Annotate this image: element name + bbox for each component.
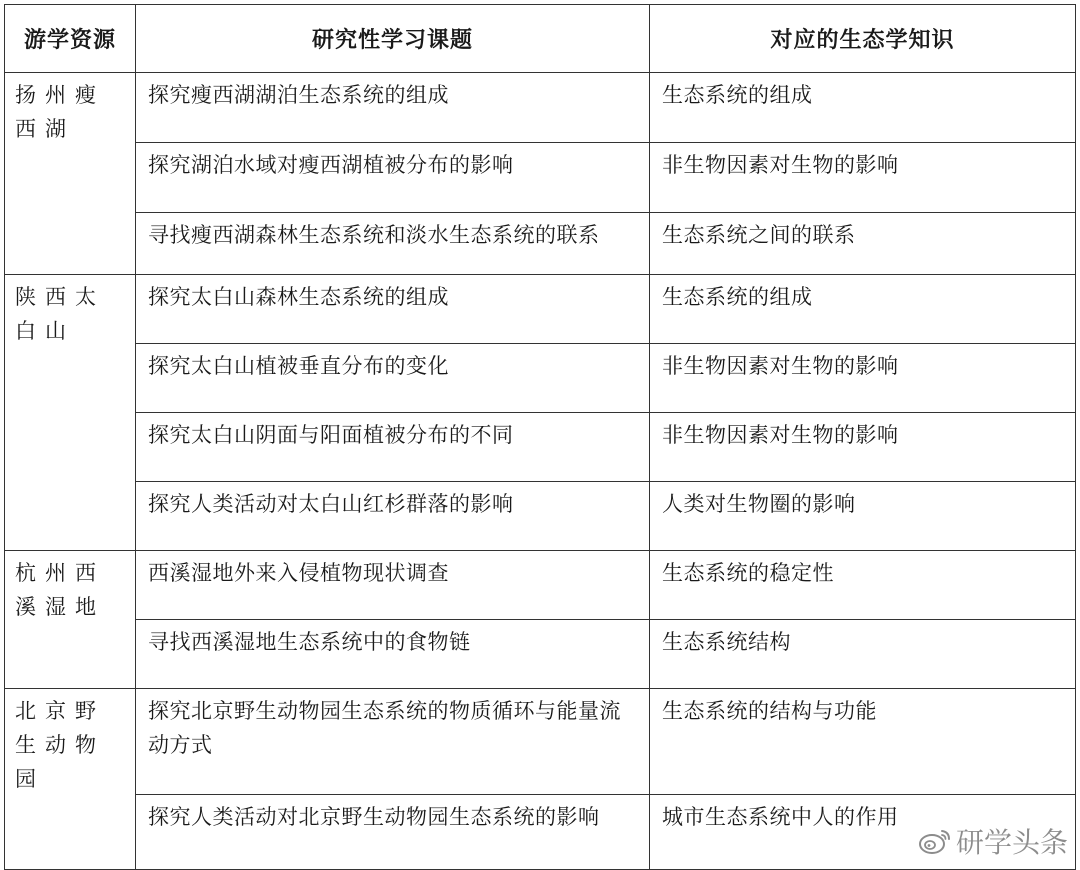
topic-text: 探究太白山森林生态系统的组成 xyxy=(148,285,449,309)
header-row xyxy=(5,5,1076,73)
table-row xyxy=(5,795,1076,870)
knowledge-text: 城市生态系统中人的作用 xyxy=(662,805,899,829)
knowledge-text: 生态系统之间的联系 xyxy=(662,223,856,247)
knowledge-text: 生态系统的结构与功能 xyxy=(662,699,877,723)
resource-cell xyxy=(5,73,136,275)
knowledge-text: 非生物因素对生物的影响 xyxy=(662,354,899,378)
knowledge-text: 生态系统的稳定性 xyxy=(662,561,834,585)
knowledge-cell xyxy=(650,143,1076,213)
header-topic: 研究性学习课题 xyxy=(136,5,650,73)
table-row xyxy=(5,213,1076,275)
watermark xyxy=(918,821,1068,861)
knowledge-text: 非生物因素对生物的影响 xyxy=(662,423,899,447)
resource-name: 北京野生动物园 xyxy=(15,699,105,791)
knowledge-cell xyxy=(650,620,1076,689)
topic-text: 寻找瘦西湖森林生态系统和淡水生态系统的联系 xyxy=(148,223,600,247)
knowledge-text: 人类对生物圈的影响 xyxy=(662,492,856,516)
topic-cell xyxy=(136,413,650,482)
resource-cell xyxy=(5,275,136,551)
table-row xyxy=(5,344,1076,413)
resource-name: 扬州瘦西湖 xyxy=(15,83,105,141)
knowledge-cell xyxy=(650,73,1076,143)
topic-text: 西溪湿地外来入侵植物现状调查 xyxy=(148,561,449,585)
knowledge-cell xyxy=(650,689,1076,795)
topic-cell xyxy=(136,213,650,275)
topic-cell xyxy=(136,551,650,620)
table-row xyxy=(5,413,1076,482)
ecology-study-table xyxy=(4,4,1076,870)
knowledge-text: 生态系统的组成 xyxy=(662,285,813,309)
table-row xyxy=(5,143,1076,213)
topic-cell xyxy=(136,689,650,795)
topic-text: 探究太白山植被垂直分布的变化 xyxy=(148,354,449,378)
topic-cell xyxy=(136,143,650,213)
table-row xyxy=(5,551,1076,620)
table-row xyxy=(5,620,1076,689)
topic-cell xyxy=(136,275,650,344)
topic-cell xyxy=(136,795,650,870)
topic-text: 探究人类活动对北京野生动物园生态系统的影响 xyxy=(148,805,600,829)
topic-text: 探究人类活动对太白山红杉群落的影响 xyxy=(148,492,514,516)
table-row xyxy=(5,689,1076,795)
header-resource: 游学资源 xyxy=(5,5,136,73)
knowledge-text: 生态系统的组成 xyxy=(662,83,813,107)
table-row xyxy=(5,73,1076,143)
knowledge-cell xyxy=(650,275,1076,344)
topic-cell xyxy=(136,620,650,689)
topic-cell xyxy=(136,344,650,413)
topic-text: 探究湖泊水域对瘦西湖植被分布的影响 xyxy=(148,153,514,177)
header-knowledge: 对应的生态学知识 xyxy=(650,5,1076,73)
topic-cell xyxy=(136,73,650,143)
resource-cell xyxy=(5,551,136,689)
knowledge-cell xyxy=(650,344,1076,413)
knowledge-cell xyxy=(650,551,1076,620)
resource-name: 陕西太白山 xyxy=(15,285,105,343)
table-row xyxy=(5,482,1076,551)
knowledge-cell xyxy=(650,413,1076,482)
topic-text: 探究北京野生动物园生态系统的物质循环与能量流动方式 xyxy=(148,699,621,757)
topic-cell xyxy=(136,482,650,551)
topic-text: 寻找西溪湿地生态系统中的食物链 xyxy=(148,630,471,654)
knowledge-cell xyxy=(650,213,1076,275)
knowledge-text: 生态系统结构 xyxy=(662,630,791,654)
knowledge-text: 非生物因素对生物的影响 xyxy=(662,153,899,177)
topic-text: 探究瘦西湖湖泊生态系统的组成 xyxy=(148,83,449,107)
watermark-text: 研学头条 xyxy=(955,826,1068,859)
weibo-icon xyxy=(918,827,952,855)
resource-name: 杭州西溪湿地 xyxy=(15,561,105,619)
resource-cell xyxy=(5,689,136,870)
topic-text: 探究太白山阴面与阳面植被分布的不同 xyxy=(148,423,514,447)
knowledge-cell xyxy=(650,482,1076,551)
table-row xyxy=(5,275,1076,344)
